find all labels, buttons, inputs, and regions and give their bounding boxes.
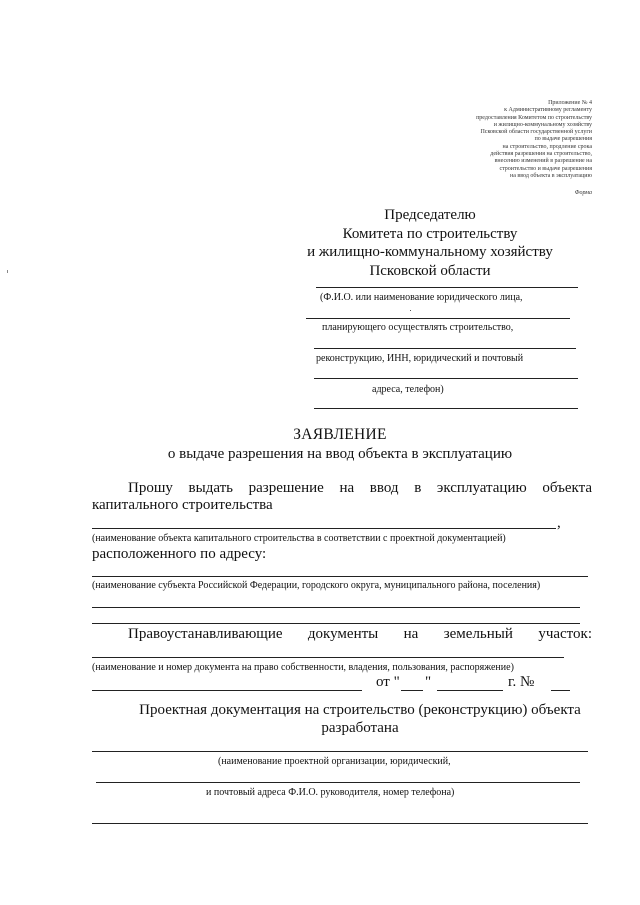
appendix-line: действия разрешения на строительство, <box>490 151 592 158</box>
form-label: Форма <box>574 190 592 196</box>
document-subtitle: о выдаче разрешения на ввод объекта в эксплуатацию <box>167 446 513 462</box>
applicant-info-line[interactable] <box>314 378 578 379</box>
applicant-caption: планирующего осуществлять строительство, <box>322 322 514 333</box>
request-word: в <box>414 480 422 496</box>
address-caption: (наименование субъекта Российской Федерации, городского округа, муниципального района, поселения) <box>92 580 541 591</box>
appendix-line: по выдаче разрешения <box>534 136 592 143</box>
project-org-line[interactable] <box>96 782 580 783</box>
project-org-line[interactable] <box>92 751 588 752</box>
request-word: разрешение <box>248 480 324 496</box>
appendix-line: и жилищно-коммунальному хозяйству <box>493 121 592 128</box>
date-day-field[interactable] <box>401 690 423 691</box>
request-word: Прошу <box>128 480 173 496</box>
appendix-line: строительство и выдаче разрешения <box>499 165 592 172</box>
title-docs-word: на <box>403 626 419 642</box>
located-at-label: расположенного по адресу: <box>92 546 267 562</box>
date-from-label: от " <box>376 674 400 690</box>
request-word: объекта <box>542 480 592 496</box>
project-docs-line-1: Проектная документация на строительство (реконструкцию) объекта <box>139 702 581 718</box>
addressee-line: и жилищно-коммунальному хозяйству <box>307 244 553 260</box>
address-line[interactable] <box>92 576 588 577</box>
object-name-line[interactable] <box>92 528 556 529</box>
title-docs-word: земельный <box>443 626 513 642</box>
appendix-line: внесению изменений в разрешение на <box>494 158 592 165</box>
project-caption: и почтовый адреса Ф.И.О. руководителя, номер телефона) <box>206 787 455 798</box>
request-line-2: капитального строительства <box>92 497 273 513</box>
title-doc-line[interactable] <box>92 657 564 658</box>
applicant-info-line[interactable] <box>306 318 570 319</box>
document-number-field[interactable] <box>551 690 570 691</box>
addressee-block <box>300 206 560 280</box>
appendix-note <box>392 100 592 180</box>
date-month-field[interactable] <box>437 690 503 691</box>
document-number-label: г. № <box>508 674 535 690</box>
applicant-caption: реконструкцию, ИНН, юридический и почтовый <box>316 353 524 364</box>
comma-mark: , <box>557 515 561 531</box>
applicant-caption: (Ф.И.О. или наименование юридического лица, <box>320 292 523 303</box>
address-line[interactable] <box>92 623 580 624</box>
title-docs-line <box>128 626 592 643</box>
title-docs-word: Правоустанавливающие <box>128 626 283 642</box>
appendix-line: к Административному регламенту <box>504 107 592 114</box>
request-word: на <box>339 480 355 496</box>
title-doc-caption: (наименование и номер документа на право собственности, владения, пользования, распоряжение) <box>92 662 514 673</box>
applicant-caption: адреса, телефон) <box>372 384 444 395</box>
project-docs-line-2: разработана <box>321 720 399 736</box>
applicant-info-line[interactable] <box>314 348 576 349</box>
addressee-line: Псковской области <box>369 262 491 279</box>
applicant-name-line[interactable] <box>316 287 578 288</box>
project-org-line[interactable] <box>92 823 588 824</box>
project-caption: (наименование проектной организации, юридический, <box>218 756 451 767</box>
appendix-line: предоставления Комитетом по строительству <box>476 114 592 121</box>
appendix-line: на ввод объекта в эксплуатацию <box>510 172 592 179</box>
object-caption: (наименование объекта капитального строительства в соответствии с проектной документацией) <box>92 533 506 544</box>
title-doc-line[interactable] <box>92 690 362 691</box>
request-line-1 <box>128 480 592 497</box>
document-title: ЗАЯВЛЕНИЕ <box>293 426 387 443</box>
request-word: ввод <box>369 480 399 496</box>
scan-artifact <box>7 270 8 273</box>
appendix-line: Приложение № 4 <box>548 100 592 106</box>
applicant-info-line[interactable] <box>314 408 578 409</box>
title-docs-word: участок: <box>538 626 592 642</box>
appendix-line: Псковской области государственной услуги <box>480 129 592 136</box>
request-word: выдать <box>188 480 233 496</box>
address-line[interactable] <box>92 607 580 608</box>
appendix-line: на строительство, продление срока <box>502 143 592 150</box>
title-docs-word: документы <box>307 626 379 642</box>
addressee-line: Комитета по строительству <box>342 225 518 242</box>
date-quote-close: " <box>425 674 432 690</box>
request-word: эксплуатацию <box>436 480 527 496</box>
addressee-line: Председателю <box>384 207 476 223</box>
scan-artifact <box>410 310 411 311</box>
